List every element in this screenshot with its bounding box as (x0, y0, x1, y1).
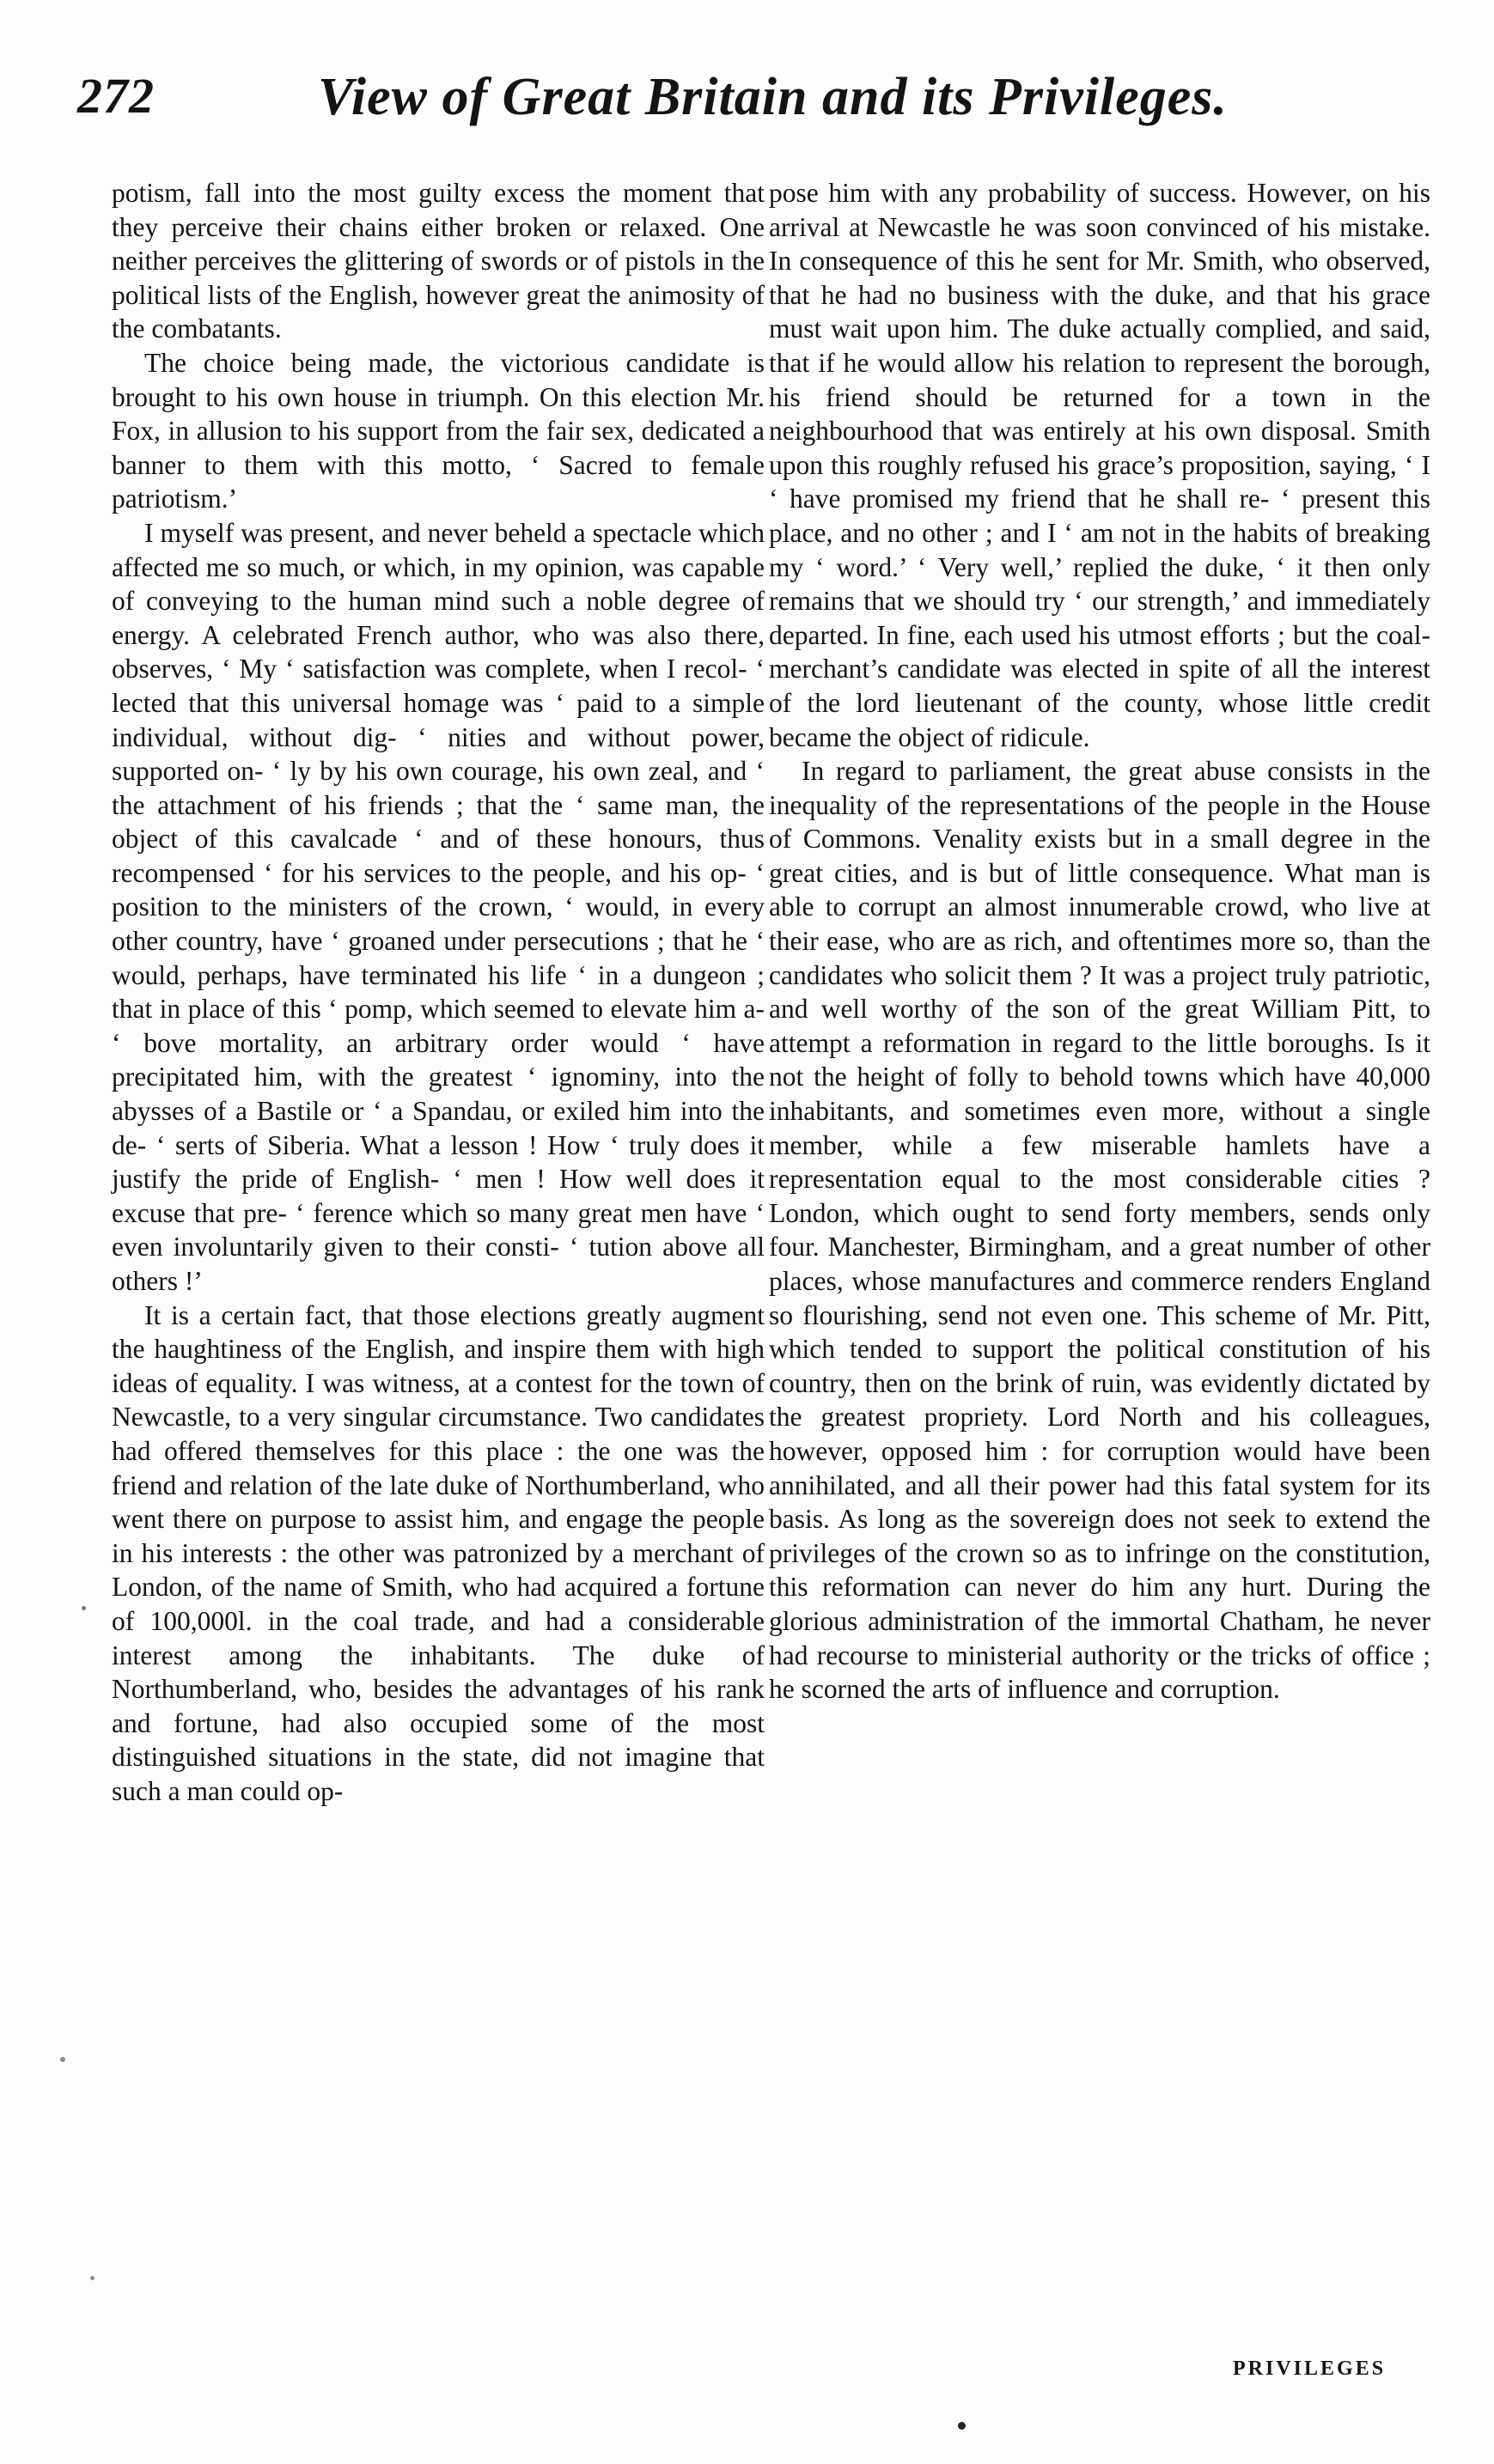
ink-speck (90, 2276, 95, 2280)
running-head (77, 67, 1418, 161)
right-column (769, 176, 1430, 1707)
catchword: PRIVILEGES (1233, 2358, 1387, 2380)
paragraph: In regard to parliament, the great abuse consists in the inequality of the representations of the people in the House of Commons. Venality exists but in a small degree in the great cities, and is but of little consequence. What man is able to corrupt an almost innumerable crowd, who live at their ease, who are as rich, and oftentimes more so, than the candidates who solicit them ? It was a project truly patriotic, and well worthy of the son of the great William Pitt, to attempt a reformation in regard to the little boroughs. Is it not the height of folly to behold towns which have 40,000 inhabitants, and sometimes even more, without a single member, while a few miserable hamlets have a representation equal to the most considerable cities ? London, which ought to send forty members, sends only four. Manchester, Birmingham, and a great number of other places, whose manufactures and commerce renders England so flourishing, send not even one. This scheme of Mr. Pitt, which tended to support the political constitution of his country, then on the brink of ruin, was evidently dictated by the greatest propriety. Lord North and his colleagues, however, opposed him : for corruption would have been annihilated, and all their power had this fatal system for its basis. As long as the sovereign does not seek to extend the privileges of the crown so as to infringe on the constitution, this reformation can never do him any hurt. During the glorious administration of the immortal Chatham, he never had recourse to ministerial authority or the tricks of office ; he scorned the arts of influence and corruption. (769, 756, 1430, 1705)
paragraph: The choice being made, the victorious candidate is brought to his own house in triumph. On this election Mr. Fox, in allusion to his support from the fair sex, dedicated a banner to them with this motto, ‘ Sacred to female patriotism.’ (112, 347, 765, 514)
paragraph: pose him with any probability of success. However, on his arrival at Newcastle he was soon convinced of his mistake. In consequence of this he sent for Mr. Smith, who observed, that he had no business with the duke, and that his grace must wait upon him. The duke actually complied, and said, that if he would allow his relation to represent the borough, his friend should be returned for a town in the neighbourhood that was entirely at his own disposal. Smith upon this roughly refused his grace’s proposition, saying, ‘ I ‘ have promised my friend that he shall re- ‘ present this place, and no other ; and I ‘ am not in the habits of breaking my ‘ word.’ ‘ Very well,’ replied the duke, ‘ it then only remains that we should try ‘ our strength,’ and immediately departed. In fine, each used his utmost efforts ; but the coal-merchant’s candidate was elected in spite of all the interest of the lord lieutenant of the county, whose little credit became the object of ridicule. (769, 178, 1430, 752)
ink-speck (82, 1606, 86, 1610)
ink-speck (60, 2057, 65, 2062)
left-column (112, 176, 765, 1809)
paragraph: potism, fall into the most guilty excess the moment that they perceive their chains either broken or relaxed. One neither perceives the glittering of swords or of pistols in the political lists of the English, however great the animosity of the combatants. (112, 178, 765, 344)
page-number: 272 (77, 68, 155, 124)
paragraph: It is a certain fact, that those elections greatly augment the haughtiness of the English, and inspire them with high ideas of equality. I was witness, at a contest for the town of Newcastle, to a very singular circumstance. Two candidates had offered themselves for this place : the one was the friend and relation of the late duke of Northumberland, who went there on purpose to assist him, and engage the people in his interests : the other was patronized by a merchant of London, of the name of Smith, who had acquired a fortune of 100,000l. in the coal trade, and had a considerable interest among the inhabitants. The duke of Northumberland, who, besides the advantages of his rank and fortune, had also occupied some of the most distinguished situations in the state, did not imagine that such a man could op- (112, 1299, 765, 1806)
paragraph: I myself was present, and never beheld a spectacle which affected me so much, or which, in my opinion, was capable of conveying to the human mind such a noble degree of energy. A celebrated French author, who was also there, observes, ‘ My ‘ satisfaction was complete, when I recol- ‘ lected that this universal homage was ‘ paid to a simple individual, without dig- ‘ nities and without power, supported on- ‘ ly by his own courage, his own zeal, and ‘ the attachment of his friends ; that the ‘ same man, the object of this cavalcade ‘ and of these honours, thus recompensed ‘ for his services to the people, and his op- ‘ position to the ministers of the crown, ‘ would, in every other country, have ‘ groaned under persecutions ; that he ‘ would, perhaps, have terminated his life ‘ in a dungeon ; that in place of this ‘ pomp, which seemed to elevate him a- ‘ bove mortality, an arbitrary order would ‘ have precipitated him, with the greatest ‘ ignominy, into the abysses of a Bastile or ‘ a Spandau, or exiled him into the de- ‘ serts of Siberia. What a lesson ! How ‘ truly does it justify the pride of English- ‘ men ! How well does it excuse that pre- ‘ ference which so many great men have ‘ even involuntarily given to their consti- ‘ tution above all others !’ (112, 517, 765, 1296)
running-title: View of Great Britain and its Privileges. (318, 68, 1228, 126)
ink-speck (958, 2422, 966, 2430)
